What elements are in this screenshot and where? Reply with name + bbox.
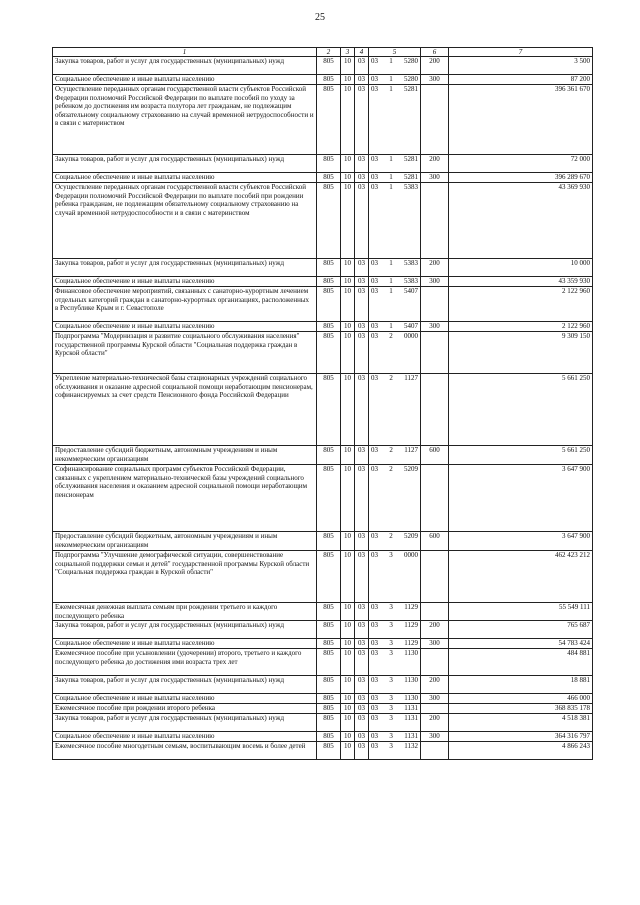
row-target-article-cell (369, 532, 421, 551)
row-section-cell: 10 (341, 742, 355, 760)
table-body (53, 57, 593, 760)
row-name-cell: Финансовое обеспечение мероприятий, связанных с санаторно-курортным лечением отдельных категорий граждан в санаторно-курортных организациях, расположенных в Республике Крым и г. Севастополе (53, 287, 317, 322)
target-article-part: 1130 (404, 694, 418, 703)
target-article-part: 1 (389, 287, 393, 295)
target-article-part: 5280 (404, 57, 418, 65)
row-subsection-cell: 03 (355, 532, 369, 551)
table-row (53, 155, 593, 173)
row-subsection-cell: 03 (355, 446, 369, 465)
table-row (53, 374, 593, 446)
target-article-part: 03 (371, 332, 378, 340)
row-subsection-cell: 03 (355, 287, 369, 322)
row-target-article-cell (369, 277, 421, 287)
row-amount-cell: 364 316 797 (449, 732, 593, 742)
row-subsection-cell: 03 (355, 259, 369, 277)
row-name-cell: Закупка товаров, работ и услуг для государственных (муниципальных) нужд (53, 155, 317, 173)
target-article-part: 0000 (404, 332, 418, 340)
row-name-cell: Ежемесячное пособие многодетным семьям, воспитывающим восемь и более детей (53, 742, 317, 760)
row-amount-cell: 3 500 (449, 57, 593, 75)
row-section-cell: 10 (341, 621, 355, 639)
row-expense-type-cell (421, 704, 449, 714)
target-article-part: 03 (371, 155, 378, 163)
table-row (53, 603, 593, 621)
target-article-part: 03 (371, 551, 378, 559)
row-amount-cell: 396 289 670 (449, 173, 593, 183)
row-section-cell: 10 (341, 732, 355, 742)
header-cell: 4 (355, 48, 369, 57)
row-amount-cell: 3 647 900 (449, 465, 593, 532)
row-section-cell: 10 (341, 603, 355, 621)
row-amount-cell: 72 000 (449, 155, 593, 173)
row-amount-cell: 484 881 (449, 649, 593, 676)
row-code-cell: 805 (317, 446, 341, 465)
table-row (53, 75, 593, 85)
row-name-cell: Социальное обеспечение и иные выплаты населению (53, 173, 317, 183)
row-name-cell: Осуществление переданных органам государственной власти субъектов Российской Федерации полномочий Российской Федерации по выплате пособий при рождении ребенка гражданам, не подлежащим обязательному социальному страхованию на случай временной нетрудоспособности и в связи с материнством (53, 183, 317, 259)
target-article-part: 3 (389, 603, 393, 611)
row-target-article-cell (369, 732, 421, 742)
row-code-cell: 805 (317, 732, 341, 742)
row-code-cell: 805 (317, 694, 341, 704)
row-amount-cell: 368 835 178 (449, 704, 593, 714)
target-article-part: 03 (371, 676, 378, 685)
row-expense-type-cell: 200 (421, 155, 449, 173)
row-subsection-cell: 03 (355, 155, 369, 173)
row-subsection-cell: 03 (355, 694, 369, 704)
row-target-article-cell (369, 322, 421, 332)
row-target-article-cell (369, 446, 421, 465)
target-article-part: 5407 (404, 287, 418, 295)
row-code-cell: 805 (317, 714, 341, 732)
row-section-cell: 10 (341, 704, 355, 714)
row-name-cell: Ежемесячное пособие при рождении второго ребенка (53, 704, 317, 714)
row-amount-cell: 765 687 (449, 621, 593, 639)
target-article-part: 03 (371, 714, 378, 723)
target-article-part: 03 (371, 322, 378, 330)
row-expense-type-cell: 300 (421, 277, 449, 287)
row-expense-type-cell (421, 183, 449, 259)
row-subsection-cell: 03 (355, 374, 369, 446)
row-section-cell: 10 (341, 649, 355, 676)
row-subsection-cell: 03 (355, 75, 369, 85)
target-article-part: 1127 (404, 374, 418, 382)
row-section-cell: 10 (341, 85, 355, 155)
row-target-article-cell (369, 85, 421, 155)
target-article-part: 03 (371, 603, 378, 611)
target-article-part: 03 (371, 621, 378, 630)
target-article-part: 0000 (404, 551, 418, 559)
row-subsection-cell: 03 (355, 277, 369, 287)
table-row (53, 714, 593, 732)
target-article-part: 2 (389, 532, 393, 540)
row-code-cell: 805 (317, 704, 341, 714)
row-subsection-cell: 03 (355, 85, 369, 155)
header-cell: 3 (341, 48, 355, 57)
row-subsection-cell: 03 (355, 639, 369, 649)
target-article-part: 5280 (404, 75, 418, 83)
row-expense-type-cell: 200 (421, 259, 449, 277)
row-target-article-cell (369, 714, 421, 732)
target-article-part: 2 (389, 446, 393, 454)
row-subsection-cell: 03 (355, 704, 369, 714)
row-subsection-cell: 03 (355, 183, 369, 259)
target-article-part: 5209 (404, 532, 418, 540)
target-article-part: 1129 (404, 603, 418, 611)
target-article-part: 1 (389, 259, 393, 267)
target-article-part: 03 (371, 277, 378, 285)
target-article-part: 3 (389, 649, 393, 658)
header-cell: 1 (53, 48, 317, 57)
row-target-article-cell (369, 259, 421, 277)
row-name-cell: Софинансирование социальных программ субъектов Российской Федерации, связанных с укреплением материально-технической базы учреждений социального обслуживания населения и оказанием адресной социальной помощи неработающим пенсионерам (53, 465, 317, 532)
row-target-article-cell (369, 173, 421, 183)
row-section-cell: 10 (341, 259, 355, 277)
target-article-part: 1130 (404, 649, 418, 658)
row-amount-cell: 2 122 960 (449, 322, 593, 332)
budget-table (52, 47, 593, 760)
target-article-part: 5281 (404, 173, 418, 181)
row-section-cell: 10 (341, 532, 355, 551)
row-code-cell: 805 (317, 621, 341, 639)
row-expense-type-cell: 200 (421, 676, 449, 694)
row-section-cell: 10 (341, 322, 355, 332)
table-row (53, 676, 593, 694)
row-subsection-cell: 03 (355, 732, 369, 742)
header-cell: 6 (421, 48, 449, 57)
row-amount-cell: 4 866 243 (449, 742, 593, 760)
row-subsection-cell: 03 (355, 621, 369, 639)
row-amount-cell: 5 661 250 (449, 374, 593, 446)
page-number: 25 (315, 12, 325, 23)
target-article-part: 03 (371, 639, 378, 648)
row-expense-type-cell: 200 (421, 621, 449, 639)
row-code-cell: 805 (317, 465, 341, 532)
target-article-part: 03 (371, 173, 378, 181)
row-amount-cell: 9 309 150 (449, 332, 593, 374)
row-section-cell: 10 (341, 639, 355, 649)
row-name-cell: Осуществление переданных органам государственной власти субъектов Российской Федерации полномочий Российской Федерации по выплате пособий по уходу за ребенком до достижения им возраста полутора лет гражданам, не подлежащим обязательному социальному страхованию на случай временной нетрудоспособности и в связи с материнством (53, 85, 317, 155)
row-code-cell: 805 (317, 259, 341, 277)
target-article-part: 03 (371, 183, 378, 191)
header-cell: 7 (449, 48, 593, 57)
row-expense-type-cell (421, 374, 449, 446)
target-article-part: 1 (389, 277, 393, 285)
row-amount-cell: 5 661 250 (449, 446, 593, 465)
row-amount-cell: 466 000 (449, 694, 593, 704)
row-expense-type-cell (421, 465, 449, 532)
target-article-part: 3 (389, 621, 393, 630)
row-target-article-cell (369, 649, 421, 676)
target-article-part: 3 (389, 694, 393, 703)
row-subsection-cell: 03 (355, 465, 369, 532)
target-article-part: 1 (389, 155, 393, 163)
target-article-part: 5407 (404, 322, 418, 330)
target-article-part: 5281 (404, 155, 418, 163)
target-article-part: 3 (389, 639, 393, 648)
table-row (53, 639, 593, 649)
row-expense-type-cell (421, 742, 449, 760)
row-name-cell: Закупка товаров, работ и услуг для государственных (муниципальных) нужд (53, 259, 317, 277)
row-amount-cell: 462 423 212 (449, 551, 593, 603)
target-article-part: 1 (389, 183, 393, 191)
table-row (53, 694, 593, 704)
target-article-part: 3 (389, 732, 393, 741)
row-amount-cell: 4 518 381 (449, 714, 593, 732)
row-code-cell: 805 (317, 551, 341, 603)
row-expense-type-cell: 300 (421, 694, 449, 704)
row-name-cell: Закупка товаров, работ и услуг для государственных (муниципальных) нужд (53, 621, 317, 639)
target-article-part: 1131 (404, 704, 418, 713)
row-code-cell: 805 (317, 742, 341, 760)
target-article-part: 1127 (404, 446, 418, 454)
row-expense-type-cell (421, 287, 449, 322)
table-row (53, 322, 593, 332)
table-row (53, 259, 593, 277)
target-article-part: 3 (389, 742, 393, 751)
row-target-article-cell (369, 75, 421, 85)
target-article-part: 1 (389, 322, 393, 330)
row-target-article-cell (369, 621, 421, 639)
target-article-part: 3 (389, 551, 393, 559)
target-article-part: 03 (371, 446, 378, 454)
row-section-cell: 10 (341, 694, 355, 704)
target-article-part: 03 (371, 57, 378, 65)
row-section-cell: 10 (341, 173, 355, 183)
row-section-cell: 10 (341, 551, 355, 603)
table-row (53, 532, 593, 551)
row-code-cell: 805 (317, 332, 341, 374)
table-row (53, 287, 593, 322)
row-code-cell: 805 (317, 532, 341, 551)
row-target-article-cell (369, 603, 421, 621)
row-target-article-cell (369, 676, 421, 694)
target-article-part: 2 (389, 374, 393, 382)
target-article-part: 5383 (404, 277, 418, 285)
target-article-part: 5383 (404, 183, 418, 191)
row-code-cell: 805 (317, 57, 341, 75)
row-expense-type-cell: 600 (421, 446, 449, 465)
row-name-cell: Социальное обеспечение и иные выплаты населению (53, 639, 317, 649)
row-target-article-cell (369, 374, 421, 446)
row-section-cell: 10 (341, 465, 355, 532)
row-code-cell: 805 (317, 322, 341, 332)
row-amount-cell: 54 783 424 (449, 639, 593, 649)
row-code-cell: 805 (317, 676, 341, 694)
row-target-article-cell (369, 332, 421, 374)
target-article-part: 1 (389, 85, 393, 93)
row-subsection-cell: 03 (355, 551, 369, 603)
row-subsection-cell: 03 (355, 173, 369, 183)
target-article-part: 03 (371, 465, 378, 473)
row-code-cell: 805 (317, 603, 341, 621)
target-article-part: 03 (371, 259, 378, 267)
table-row (53, 649, 593, 676)
row-amount-cell: 396 361 670 (449, 85, 593, 155)
target-article-part: 1131 (404, 714, 418, 723)
row-subsection-cell: 03 (355, 322, 369, 332)
row-name-cell: Социальное обеспечение и иные выплаты населению (53, 322, 317, 332)
row-code-cell: 805 (317, 287, 341, 322)
row-expense-type-cell: 300 (421, 322, 449, 332)
row-section-cell: 10 (341, 332, 355, 374)
table-row (53, 551, 593, 603)
row-section-cell: 10 (341, 75, 355, 85)
target-article-part: 03 (371, 374, 378, 382)
target-article-part: 03 (371, 75, 378, 83)
row-code-cell: 805 (317, 173, 341, 183)
target-article-part: 5281 (404, 85, 418, 93)
row-section-cell: 10 (341, 676, 355, 694)
target-article-part: 1129 (404, 639, 418, 648)
table-row (53, 57, 593, 75)
row-section-cell: 10 (341, 183, 355, 259)
row-code-cell: 805 (317, 75, 341, 85)
row-name-cell: Закупка товаров, работ и услуг для государственных (муниципальных) нужд (53, 714, 317, 732)
row-target-article-cell (369, 183, 421, 259)
target-article-part: 5209 (404, 465, 418, 473)
target-article-part: 3 (389, 676, 393, 685)
target-article-part: 03 (371, 742, 378, 751)
target-article-part: 03 (371, 732, 378, 741)
row-expense-type-cell: 600 (421, 532, 449, 551)
row-expense-type-cell (421, 332, 449, 374)
row-name-cell: Социальное обеспечение и иные выплаты населению (53, 75, 317, 85)
row-amount-cell: 43 369 930 (449, 183, 593, 259)
row-code-cell: 805 (317, 374, 341, 446)
row-expense-type-cell: 300 (421, 75, 449, 85)
target-article-part: 1132 (404, 742, 418, 751)
row-subsection-cell: 03 (355, 714, 369, 732)
row-code-cell: 805 (317, 277, 341, 287)
row-code-cell: 805 (317, 649, 341, 676)
target-article-part: 1130 (404, 676, 418, 685)
row-amount-cell: 18 881 (449, 676, 593, 694)
row-expense-type-cell (421, 603, 449, 621)
row-subsection-cell: 03 (355, 57, 369, 75)
row-section-cell: 10 (341, 374, 355, 446)
header-cell: 2 (317, 48, 341, 57)
row-name-cell: Подпрограмма "Улучшение демографической ситуации, совершенствование социальной поддержки семьи и детей" государственной программы Курской области "Социальная поддержка граждан в Курской области" (53, 551, 317, 603)
row-expense-type-cell: 200 (421, 714, 449, 732)
row-name-cell: Закупка товаров, работ и услуг для государственных (муниципальных) нужд (53, 676, 317, 694)
table-row (53, 704, 593, 714)
target-article-part: 03 (371, 704, 378, 713)
row-section-cell: 10 (341, 287, 355, 322)
row-target-article-cell (369, 465, 421, 532)
target-article-part: 03 (371, 649, 378, 658)
target-article-part: 2 (389, 332, 393, 340)
table-row (53, 621, 593, 639)
target-article-part: 03 (371, 694, 378, 703)
row-expense-type-cell: 200 (421, 57, 449, 75)
row-amount-cell: 43 359 930 (449, 277, 593, 287)
row-code-cell: 805 (317, 183, 341, 259)
row-target-article-cell (369, 57, 421, 75)
row-subsection-cell: 03 (355, 603, 369, 621)
row-subsection-cell: 03 (355, 332, 369, 374)
row-subsection-cell: 03 (355, 676, 369, 694)
table-row (53, 173, 593, 183)
row-section-cell: 10 (341, 57, 355, 75)
row-amount-cell: 3 647 900 (449, 532, 593, 551)
row-name-cell: Социальное обеспечение и иные выплаты населению (53, 277, 317, 287)
row-code-cell: 805 (317, 639, 341, 649)
table-row (53, 732, 593, 742)
row-expense-type-cell: 300 (421, 732, 449, 742)
target-article-part: 3 (389, 714, 393, 723)
row-target-article-cell (369, 639, 421, 649)
row-section-cell: 10 (341, 155, 355, 173)
row-expense-type-cell: 300 (421, 173, 449, 183)
row-name-cell: Ежемесячная денежная выплата семьям при рождении третьего и каждого последующего ребенка (53, 603, 317, 621)
table-row (53, 332, 593, 374)
row-section-cell: 10 (341, 714, 355, 732)
row-amount-cell: 10 000 (449, 259, 593, 277)
table-row (53, 85, 593, 155)
row-target-article-cell (369, 742, 421, 760)
header-cell: 5 (369, 48, 421, 57)
row-amount-cell: 2 122 960 (449, 287, 593, 322)
target-article-part: 3 (389, 704, 393, 713)
target-article-part: 1131 (404, 732, 418, 741)
row-expense-type-cell (421, 85, 449, 155)
row-expense-type-cell (421, 649, 449, 676)
row-subsection-cell: 03 (355, 649, 369, 676)
row-name-cell: Предоставление субсидий бюджетным, автономным учреждениям и иным некоммерческим организациям (53, 532, 317, 551)
row-section-cell: 10 (341, 446, 355, 465)
row-section-cell: 10 (341, 277, 355, 287)
table-row (53, 183, 593, 259)
target-article-part: 03 (371, 287, 378, 295)
row-amount-cell: 55 549 111 (449, 603, 593, 621)
row-target-article-cell (369, 694, 421, 704)
target-article-part: 5383 (404, 259, 418, 267)
header-row (53, 48, 593, 57)
row-expense-type-cell (421, 551, 449, 603)
target-article-part: 1129 (404, 621, 418, 630)
row-subsection-cell: 03 (355, 742, 369, 760)
row-expense-type-cell: 300 (421, 639, 449, 649)
row-name-cell: Укрепление материально-технической базы стационарных учреждений социального обслуживания и оказание адресной социальной помощи неработающим пенсионерам, софинансируемых за счет средств Пенсионного фонда Российской Федерации (53, 374, 317, 446)
row-amount-cell: 87 200 (449, 75, 593, 85)
row-target-article-cell (369, 287, 421, 322)
table-row (53, 742, 593, 760)
target-article-part: 03 (371, 532, 378, 540)
row-target-article-cell (369, 704, 421, 714)
target-article-part: 2 (389, 465, 393, 473)
target-article-part: 1 (389, 75, 393, 83)
table-row (53, 277, 593, 287)
row-name-cell: Подпрограмма "Модернизация и развитие социального обслуживания населения" государственной программы Курской области "Социальная поддержка граждан в Курской области" (53, 332, 317, 374)
target-article-part: 1 (389, 57, 393, 65)
table-row (53, 465, 593, 532)
row-name-cell: Закупка товаров, работ и услуг для государственных (муниципальных) нужд (53, 57, 317, 75)
row-name-cell: Социальное обеспечение и иные выплаты населению (53, 694, 317, 704)
row-name-cell: Социальное обеспечение и иные выплаты населению (53, 732, 317, 742)
row-name-cell: Предоставление субсидий бюджетным, автономным учреждениям и иным некоммерческим организациям (53, 446, 317, 465)
row-code-cell: 805 (317, 155, 341, 173)
table-row (53, 446, 593, 465)
row-code-cell: 805 (317, 85, 341, 155)
target-article-part: 1 (389, 173, 393, 181)
row-target-article-cell (369, 155, 421, 173)
row-target-article-cell (369, 551, 421, 603)
target-article-part: 03 (371, 85, 378, 93)
row-name-cell: Ежемесячное пособие при усыновлении (удочерении) второго, третьего и каждого последующего ребенка до достижения ими возраста трех лет (53, 649, 317, 676)
